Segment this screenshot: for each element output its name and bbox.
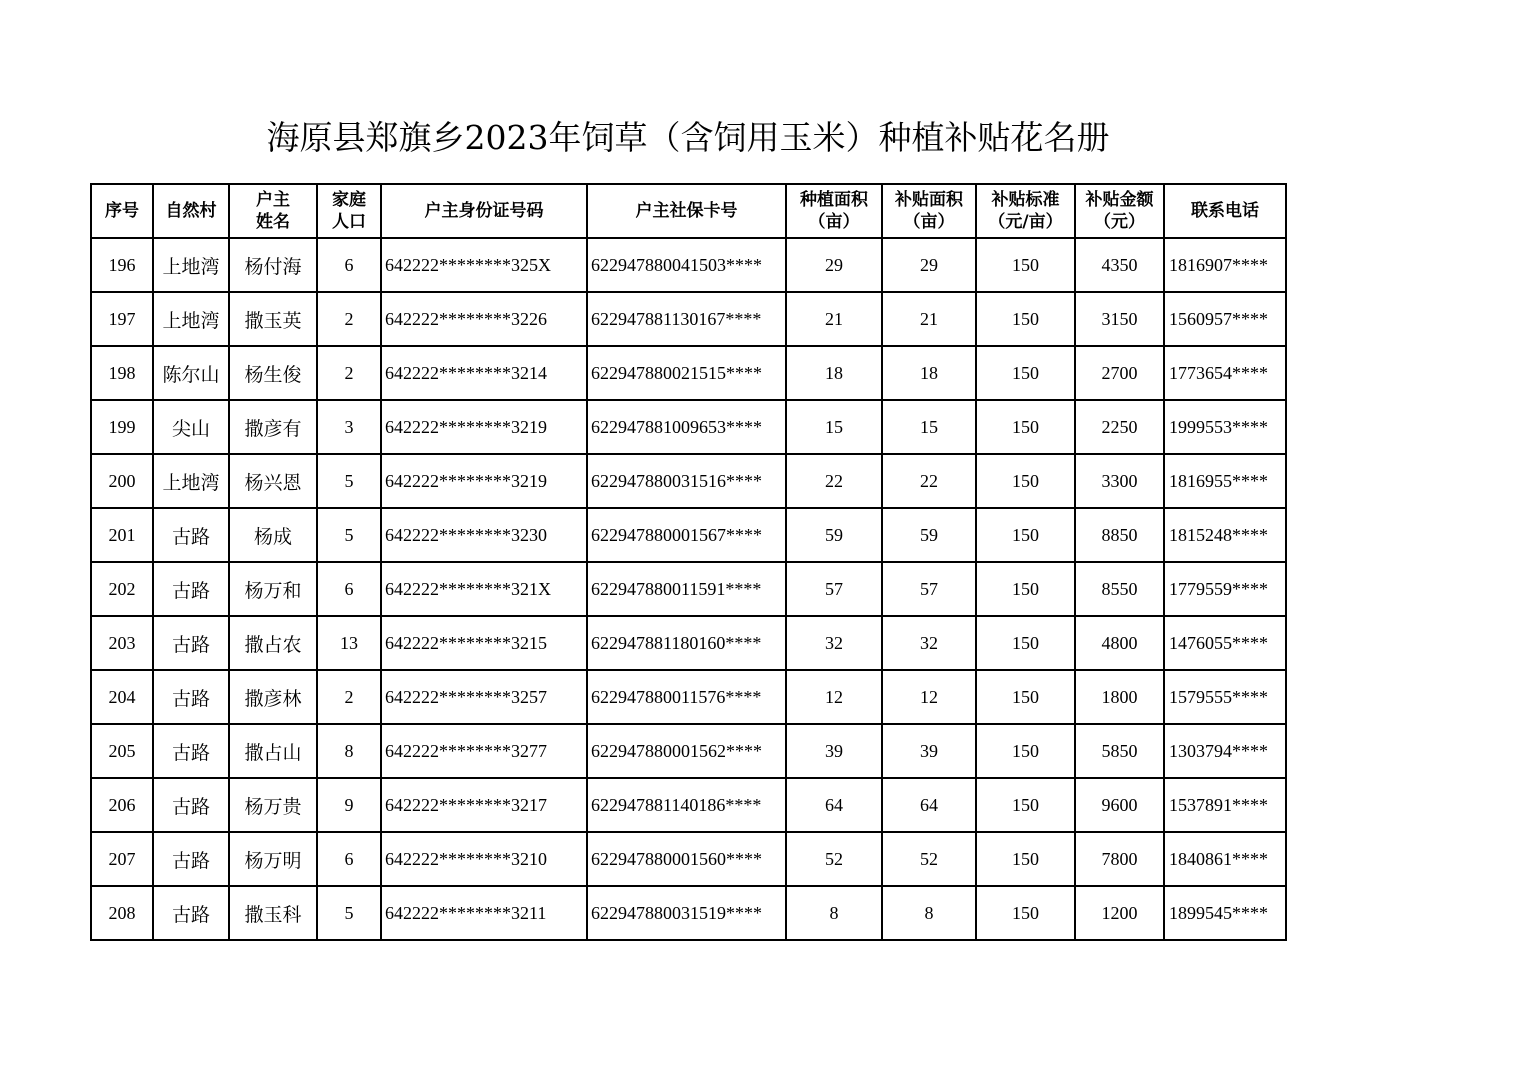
cell-amount: 1200 — [1075, 886, 1164, 940]
cell-social-card: 622947880001562**** — [587, 724, 786, 778]
cell-owner-name: 杨成 — [229, 508, 317, 562]
cell-phone: 1816955**** — [1164, 454, 1286, 508]
cell-standard: 150 — [976, 346, 1075, 400]
cell-owner-name: 杨生俊 — [229, 346, 317, 400]
cell-seq: 203 — [91, 616, 153, 670]
cell-standard: 150 — [976, 508, 1075, 562]
cell-social-card: 622947880031516**** — [587, 454, 786, 508]
cell-id-number: 642222********3257 — [381, 670, 587, 724]
table-row — [91, 724, 1286, 778]
cell-standard: 150 — [976, 454, 1075, 508]
cell-amount: 1800 — [1075, 670, 1164, 724]
cell-social-card: 622947880031519**** — [587, 886, 786, 940]
cell-household-size: 2 — [317, 292, 381, 346]
cell-subsidy-area: 8 — [882, 886, 976, 940]
cell-id-number: 642222********3210 — [381, 832, 587, 886]
cell-standard: 150 — [976, 724, 1075, 778]
cell-village: 上地湾 — [153, 292, 229, 346]
cell-social-card: 622947880021515**** — [587, 346, 786, 400]
cell-household-size: 5 — [317, 886, 381, 940]
cell-amount: 3300 — [1075, 454, 1164, 508]
cell-subsidy-area: 64 — [882, 778, 976, 832]
cell-household-size: 8 — [317, 724, 381, 778]
header-social-card: 户主社保卡号 — [587, 184, 786, 238]
cell-seq: 208 — [91, 886, 153, 940]
cell-phone: 1476055**** — [1164, 616, 1286, 670]
cell-phone: 1999553**** — [1164, 400, 1286, 454]
table-row — [91, 400, 1286, 454]
cell-village: 古路 — [153, 832, 229, 886]
cell-subsidy-area: 18 — [882, 346, 976, 400]
cell-id-number: 642222********325X — [381, 238, 587, 292]
table-row — [91, 562, 1286, 616]
cell-subsidy-area: 21 — [882, 292, 976, 346]
cell-plant-area: 22 — [786, 454, 882, 508]
cell-id-number: 642222********3217 — [381, 778, 587, 832]
header-seq: 序号 — [91, 184, 153, 238]
cell-social-card: 622947880001567**** — [587, 508, 786, 562]
header-subsidy-area: 补贴面积 （亩） — [882, 184, 976, 238]
cell-household-size: 9 — [317, 778, 381, 832]
cell-owner-name: 杨万明 — [229, 832, 317, 886]
cell-owner-name: 撒彦有 — [229, 400, 317, 454]
table-row — [91, 670, 1286, 724]
cell-standard: 150 — [976, 886, 1075, 940]
cell-plant-area: 32 — [786, 616, 882, 670]
cell-id-number: 642222********321X — [381, 562, 587, 616]
cell-subsidy-area: 57 — [882, 562, 976, 616]
cell-seq: 206 — [91, 778, 153, 832]
table-row — [91, 508, 1286, 562]
cell-plant-area: 21 — [786, 292, 882, 346]
cell-id-number: 642222********3219 — [381, 454, 587, 508]
cell-plant-area: 8 — [786, 886, 882, 940]
header-id-number: 户主身份证号码 — [381, 184, 587, 238]
cell-id-number: 642222********3214 — [381, 346, 587, 400]
table-row — [91, 886, 1286, 940]
table-row — [91, 778, 1286, 832]
cell-social-card: 622947880011576**** — [587, 670, 786, 724]
cell-social-card: 622947881140186**** — [587, 778, 786, 832]
cell-owner-name: 撒彦林 — [229, 670, 317, 724]
cell-standard: 150 — [976, 238, 1075, 292]
cell-seq: 199 — [91, 400, 153, 454]
cell-amount: 7800 — [1075, 832, 1164, 886]
cell-subsidy-area: 52 — [882, 832, 976, 886]
cell-village: 古路 — [153, 886, 229, 940]
cell-amount: 8550 — [1075, 562, 1164, 616]
cell-amount: 3150 — [1075, 292, 1164, 346]
cell-phone: 1815248**** — [1164, 508, 1286, 562]
cell-subsidy-area: 29 — [882, 238, 976, 292]
cell-subsidy-area: 32 — [882, 616, 976, 670]
cell-household-size: 2 — [317, 346, 381, 400]
cell-owner-name: 撒玉科 — [229, 886, 317, 940]
cell-seq: 207 — [91, 832, 153, 886]
cell-id-number: 642222********3277 — [381, 724, 587, 778]
cell-phone: 1816907**** — [1164, 238, 1286, 292]
cell-plant-area: 52 — [786, 832, 882, 886]
cell-social-card: 622947880011591**** — [587, 562, 786, 616]
cell-phone: 1560957**** — [1164, 292, 1286, 346]
cell-household-size: 6 — [317, 562, 381, 616]
cell-household-size: 5 — [317, 508, 381, 562]
cell-phone: 1899545**** — [1164, 886, 1286, 940]
cell-phone: 1303794**** — [1164, 724, 1286, 778]
cell-subsidy-area: 15 — [882, 400, 976, 454]
cell-village: 古路 — [153, 778, 229, 832]
cell-social-card: 622947881180160**** — [587, 616, 786, 670]
cell-plant-area: 64 — [786, 778, 882, 832]
cell-id-number: 642222********3230 — [381, 508, 587, 562]
header-owner: 户主 姓名 — [229, 184, 317, 238]
header-village: 自然村 — [153, 184, 229, 238]
cell-standard: 150 — [976, 292, 1075, 346]
cell-plant-area: 18 — [786, 346, 882, 400]
header-standard: 补贴标准 （元/亩） — [976, 184, 1075, 238]
cell-id-number: 642222********3211 — [381, 886, 587, 940]
table-row — [91, 454, 1286, 508]
cell-amount: 5850 — [1075, 724, 1164, 778]
cell-household-size: 3 — [317, 400, 381, 454]
cell-seq: 202 — [91, 562, 153, 616]
cell-seq: 205 — [91, 724, 153, 778]
cell-village: 古路 — [153, 508, 229, 562]
cell-phone: 1579555**** — [1164, 670, 1286, 724]
table-row — [91, 346, 1286, 400]
table-header-row — [91, 184, 1286, 238]
cell-id-number: 642222********3226 — [381, 292, 587, 346]
cell-plant-area: 57 — [786, 562, 882, 616]
cell-subsidy-area: 39 — [882, 724, 976, 778]
cell-amount: 4800 — [1075, 616, 1164, 670]
table-body — [91, 238, 1286, 940]
cell-village: 古路 — [153, 562, 229, 616]
cell-standard: 150 — [976, 778, 1075, 832]
cell-plant-area: 39 — [786, 724, 882, 778]
cell-household-size: 13 — [317, 616, 381, 670]
cell-village: 陈尔山 — [153, 346, 229, 400]
cell-seq: 201 — [91, 508, 153, 562]
subsidy-roster-table — [90, 183, 1287, 941]
cell-standard: 150 — [976, 562, 1075, 616]
cell-owner-name: 杨万和 — [229, 562, 317, 616]
header-amount: 补贴金额 （元） — [1075, 184, 1164, 238]
cell-amount: 8850 — [1075, 508, 1164, 562]
cell-standard: 150 — [976, 832, 1075, 886]
cell-standard: 150 — [976, 400, 1075, 454]
cell-seq: 200 — [91, 454, 153, 508]
cell-subsidy-area: 12 — [882, 670, 976, 724]
header-phone: 联系电话 — [1164, 184, 1286, 238]
cell-seq: 198 — [91, 346, 153, 400]
header-plant-area: 种植面积 （亩） — [786, 184, 882, 238]
cell-household-size: 2 — [317, 670, 381, 724]
cell-phone: 1537891**** — [1164, 778, 1286, 832]
cell-amount: 4350 — [1075, 238, 1164, 292]
cell-village: 尖山 — [153, 400, 229, 454]
cell-seq: 196 — [91, 238, 153, 292]
cell-phone: 1840861**** — [1164, 832, 1286, 886]
cell-household-size: 6 — [317, 832, 381, 886]
cell-owner-name: 杨兴恩 — [229, 454, 317, 508]
page-title: 海原县郑旗乡2023年饲草（含饲用玉米）种植补贴花名册 — [266, 118, 1110, 157]
cell-owner-name: 杨万贵 — [229, 778, 317, 832]
cell-village: 上地湾 — [153, 454, 229, 508]
cell-amount: 2700 — [1075, 346, 1164, 400]
cell-standard: 150 — [976, 670, 1075, 724]
cell-village: 古路 — [153, 724, 229, 778]
cell-subsidy-area: 22 — [882, 454, 976, 508]
cell-owner-name: 撒占山 — [229, 724, 317, 778]
table-row — [91, 832, 1286, 886]
cell-subsidy-area: 59 — [882, 508, 976, 562]
table-row — [91, 292, 1286, 346]
table-row — [91, 616, 1286, 670]
cell-village: 上地湾 — [153, 238, 229, 292]
cell-social-card: 622947880001560**** — [587, 832, 786, 886]
cell-village: 古路 — [153, 670, 229, 724]
cell-id-number: 642222********3219 — [381, 400, 587, 454]
cell-social-card: 622947881130167**** — [587, 292, 786, 346]
cell-social-card: 622947881009653**** — [587, 400, 786, 454]
cell-social-card: 622947880041503**** — [587, 238, 786, 292]
cell-seq: 197 — [91, 292, 153, 346]
cell-phone: 1773654**** — [1164, 346, 1286, 400]
cell-amount: 9600 — [1075, 778, 1164, 832]
cell-plant-area: 29 — [786, 238, 882, 292]
cell-amount: 2250 — [1075, 400, 1164, 454]
cell-plant-area: 12 — [786, 670, 882, 724]
cell-phone: 1779559**** — [1164, 562, 1286, 616]
cell-household-size: 6 — [317, 238, 381, 292]
header-household: 家庭 人口 — [317, 184, 381, 238]
cell-household-size: 5 — [317, 454, 381, 508]
cell-id-number: 642222********3215 — [381, 616, 587, 670]
cell-owner-name: 撒玉英 — [229, 292, 317, 346]
cell-village: 古路 — [153, 616, 229, 670]
cell-owner-name: 杨付海 — [229, 238, 317, 292]
cell-seq: 204 — [91, 670, 153, 724]
cell-standard: 150 — [976, 616, 1075, 670]
cell-plant-area: 59 — [786, 508, 882, 562]
cell-owner-name: 撒占农 — [229, 616, 317, 670]
cell-plant-area: 15 — [786, 400, 882, 454]
table-row — [91, 238, 1286, 292]
